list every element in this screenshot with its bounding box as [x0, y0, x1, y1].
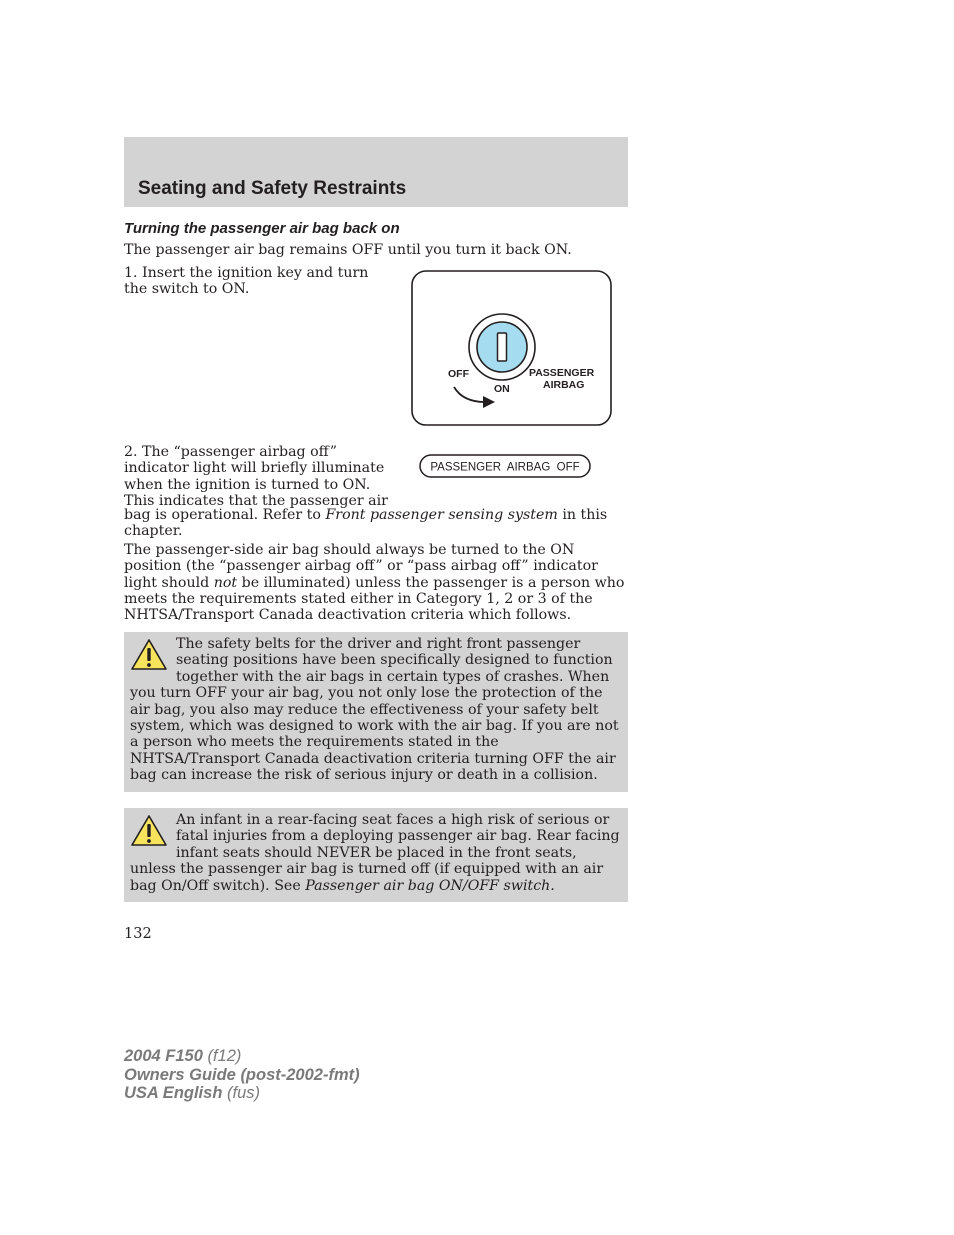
footer-language: USA English — [124, 1084, 223, 1102]
warning-2-text — [130, 812, 620, 894]
warning-box-safety-belts — [124, 632, 628, 792]
step-2-tail-end: in this chapter. — [124, 507, 608, 540]
footer-model: 2004 F150 — [124, 1047, 203, 1065]
step-2-line: when the ignition is turned to ON. — [124, 476, 371, 493]
warning-triangle-icon — [130, 638, 168, 672]
passenger-label: PASSENGER — [529, 367, 595, 379]
document-footer — [124, 1047, 360, 1103]
step-2-tail-text: bag is operational. Refer to — [124, 507, 326, 523]
footer-model-code: (f12) — [207, 1047, 242, 1065]
off-label: OFF — [448, 368, 469, 380]
step-2-text-continued — [124, 507, 629, 540]
step-2-line: This indicates that the passenger air — [124, 492, 388, 509]
warning-2-body: An infant in a rear-facing seat faces a high risk of serious or fatal injuries from a deploying passenger air bag. Rear facing infant seats should NEVER be placed in the front seats, unless the passenger air bag is turned off (if equipped with an air bag On/Off switch). See — [130, 812, 620, 894]
footer-line-language — [124, 1084, 360, 1103]
footer-language-code: (fus) — [227, 1084, 260, 1102]
footer-guide: Owners Guide (post-2002-fmt) — [124, 1065, 360, 1084]
warning-box-infant-seat — [124, 808, 628, 902]
indicator-label: PASSENGER AIRBAG OFF — [430, 461, 580, 474]
passenger-airbag-switch-figure — [411, 270, 612, 426]
step-2-line: 2. The “passenger airbag off” — [124, 444, 338, 460]
page-number: 132 — [124, 926, 152, 942]
step-1-text: 1. Insert the ignition key and turn the switch to ON. — [124, 265, 369, 298]
subheading: Turning the passenger air bag back on — [124, 220, 400, 237]
passenger-paragraph-after: be illuminated) unless the passenger is a person who meets the requirements stated either in Category 1, 2 or 3 of the NHTSA/Transport Canada deactivation criteria which follows. — [124, 574, 625, 624]
step-2-reference: Front passenger sensing system — [325, 507, 558, 523]
passenger-airbag-off-indicator — [419, 454, 591, 478]
step-2-line: indicator light will briefly illuminate — [124, 460, 385, 477]
footer-line-model — [124, 1047, 360, 1066]
passenger-paragraph-before: The passenger-side air bag should always be turned to the ON position (the “passenger airbag off” or “pass airbag off” indicator light should — [124, 542, 598, 591]
on-label: ON — [494, 383, 510, 395]
intro-paragraph: The passenger air bag remains OFF until you turn it back ON. — [124, 242, 572, 258]
section-title: Seating and Safety Restraints — [138, 178, 407, 199]
warning-1-text: The safety belts for the driver and right front passenger seating positions have been specifically designed to function together with the air bags in certain types of crashes. When you turn OFF your air bag, you not only lose the protection of the air bag, you also may reduce the effectiveness of your safety belt system, which was designed to work with the air bag. If you are not a person who meets the requirements stated in the NHTSA/Transport Canada deactivation criteria turning OFF the air bag can increase the risk of serious injury or death in a collision. — [130, 636, 619, 784]
passenger-paragraph-emphasis: not — [213, 574, 238, 591]
warning-2-reference: Passenger air bag ON/OFF switch. — [305, 877, 555, 894]
passenger-side-paragraph — [124, 542, 629, 623]
ignition-key-icon — [477, 322, 527, 372]
warning-triangle-icon — [130, 814, 168, 848]
airbag-label: AIRBAG — [543, 379, 585, 391]
footer-line-guide — [124, 1066, 360, 1085]
step-2-text — [124, 444, 389, 509]
